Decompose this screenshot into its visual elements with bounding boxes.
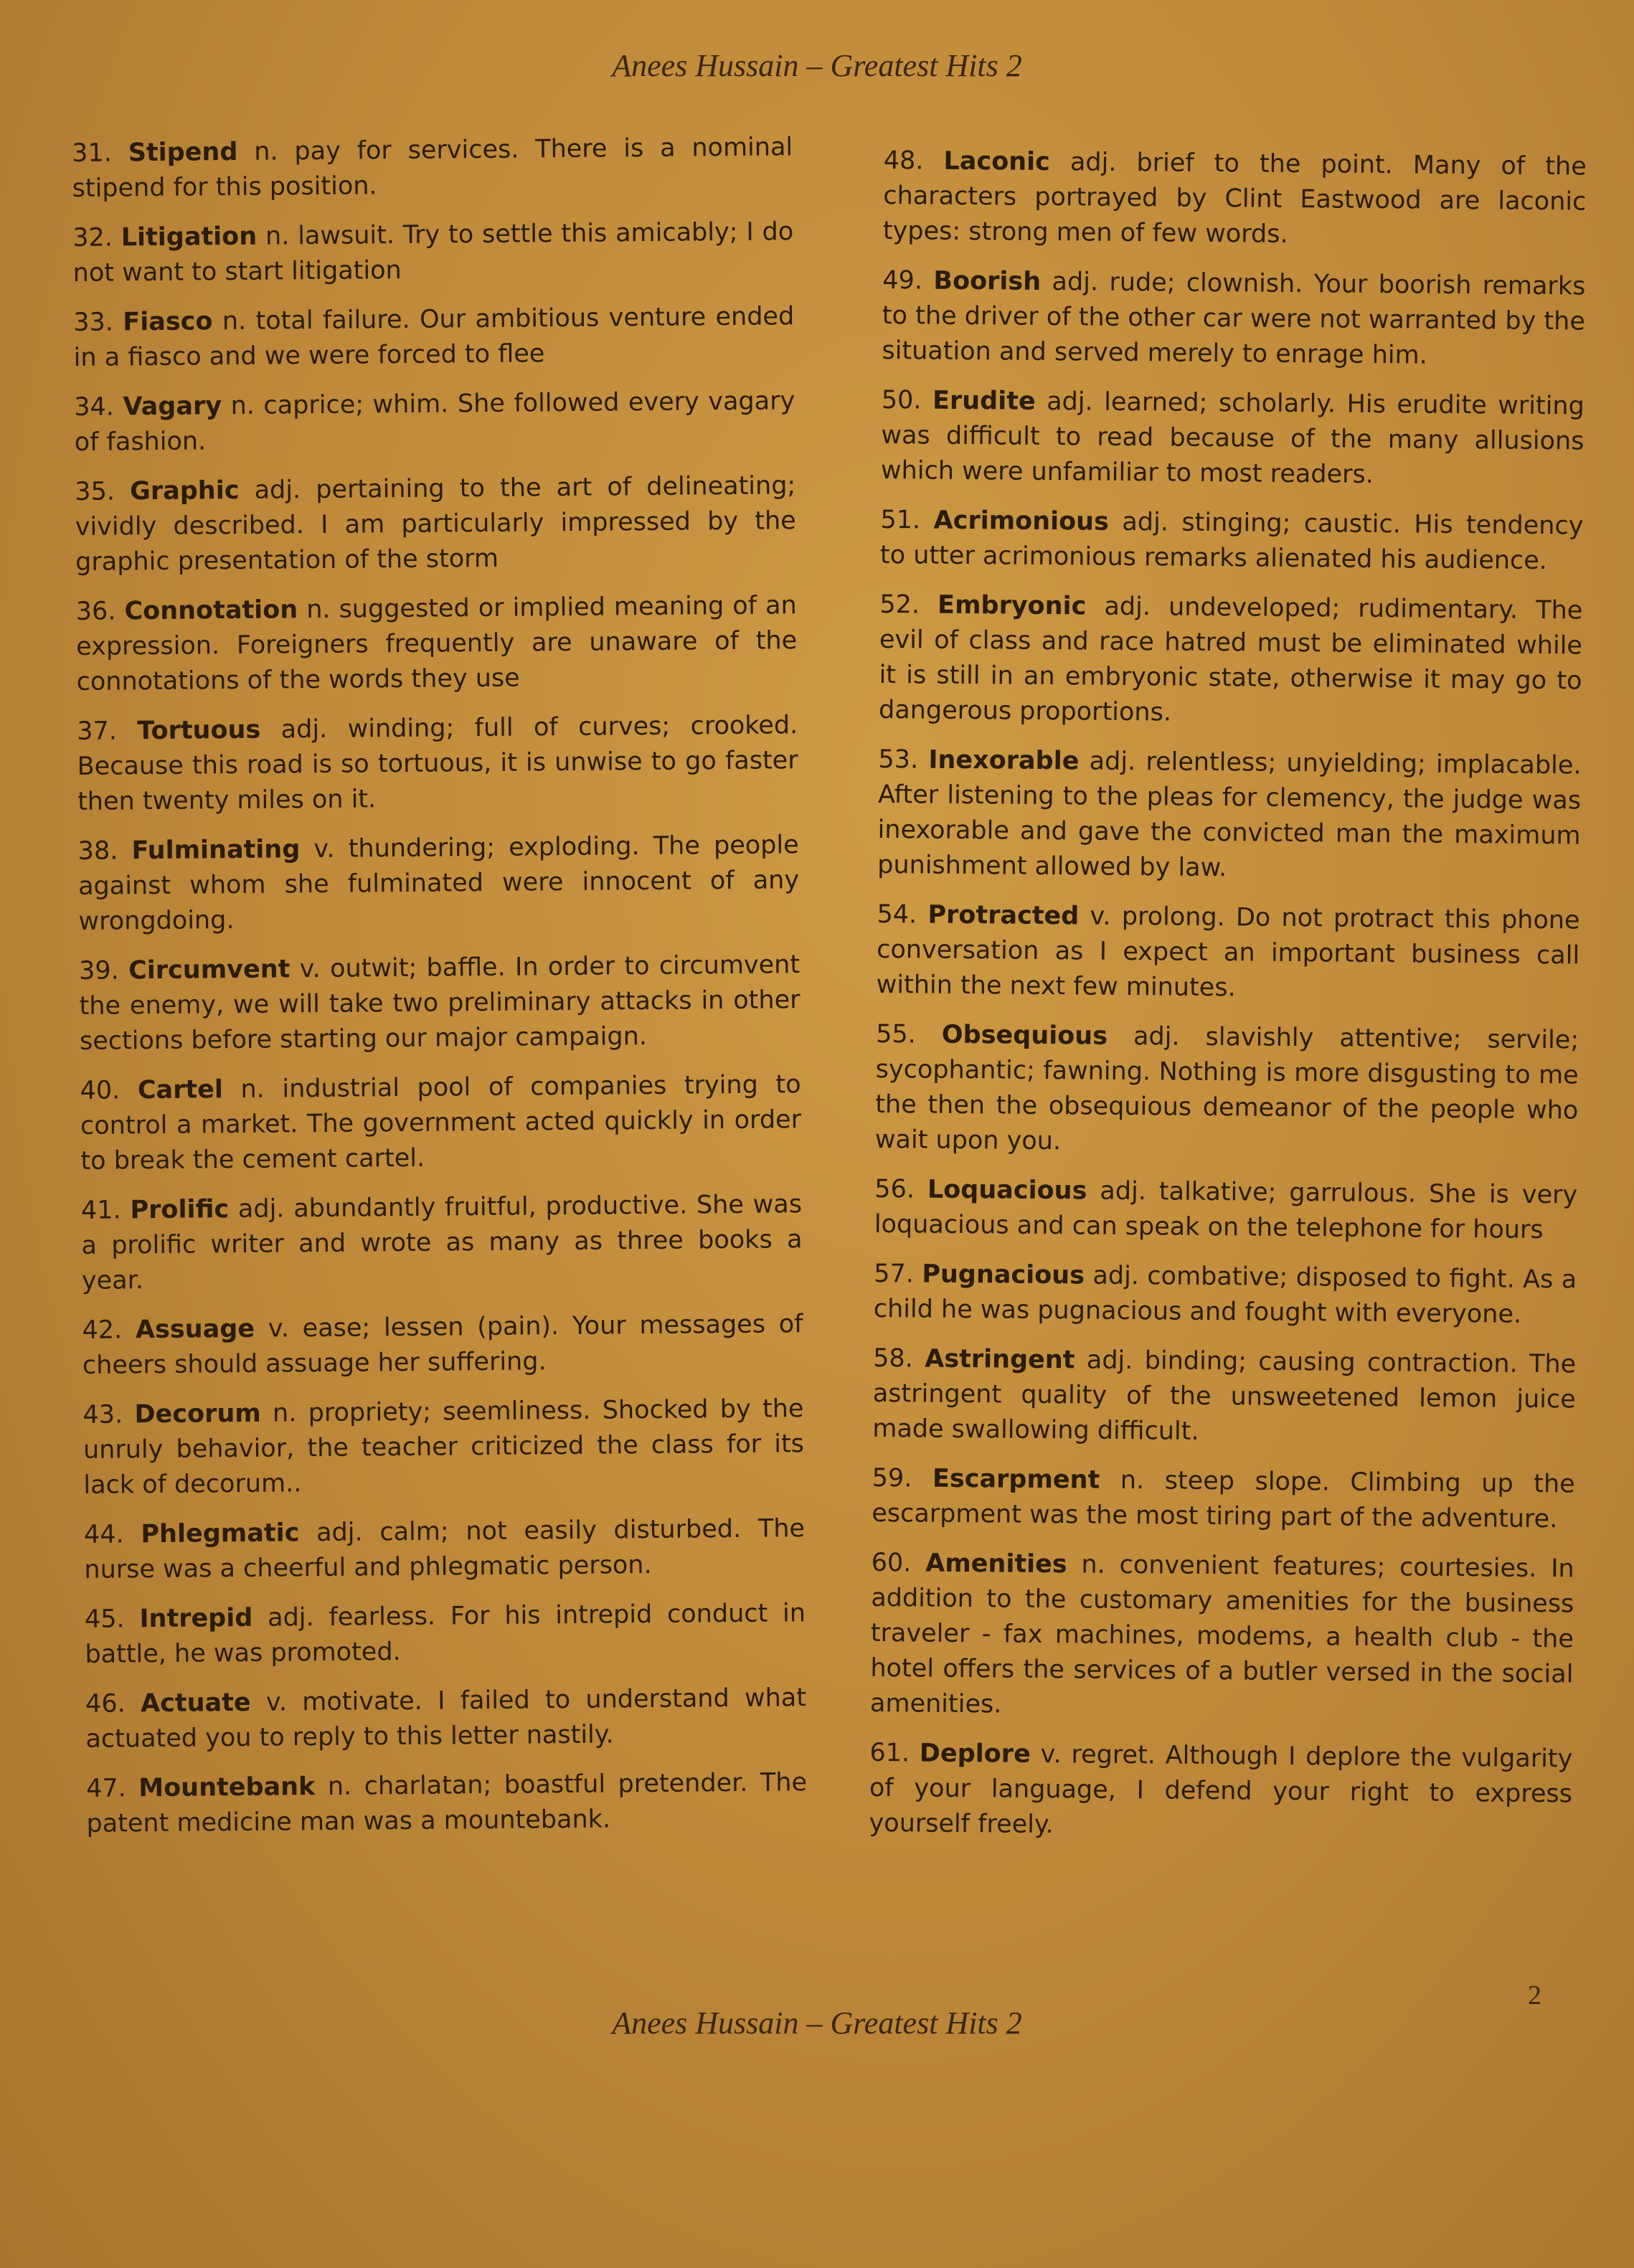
entry-number: 48. — [883, 146, 924, 176]
entry-definition: steep slope. Climbing up the escarpment was the most tiring part of the adventure. — [872, 1466, 1575, 1534]
entry-word: Phlegmatic — [141, 1518, 300, 1549]
entry-word: Amenities — [925, 1549, 1067, 1579]
entry-part-of-speech: adj. — [1047, 387, 1093, 417]
entry-definition: rude; clownish. Your boorish remarks to the driver of the other car were not warranted by the situation and served merely to enrage him. — [882, 268, 1586, 370]
entry-number: 31. — [72, 138, 113, 168]
entry-part-of-speech: v. — [268, 1314, 290, 1343]
entry-definition: thundering; exploding. The people against whom she fulminated were innocent of any wrongdoing. — [77, 831, 800, 936]
entry-part-of-speech: n. — [1120, 1465, 1145, 1496]
vocab-entry — [85, 1681, 807, 1757]
entry-word: Boorish — [933, 266, 1042, 296]
vocab-entry — [77, 828, 799, 940]
entry-number: 56. — [874, 1174, 915, 1204]
entry-number: 42. — [82, 1315, 123, 1345]
entry-word: Circumvent — [128, 955, 291, 986]
vocab-entry — [877, 897, 1580, 1009]
entry-part-of-speech: adj. — [254, 476, 301, 505]
entry-number: 34. — [74, 392, 115, 422]
entry-word: Stipend — [128, 137, 238, 168]
entry-word: Laconic — [943, 146, 1051, 177]
entry-number: 60. — [871, 1548, 912, 1578]
entry-word: Prolific — [130, 1195, 230, 1225]
entry-part-of-speech: adj. — [1052, 268, 1099, 297]
entry-word: Protracted — [927, 900, 1080, 931]
vocab-entry — [872, 1341, 1576, 1453]
entry-definition: brief to the point. Many of the characters portrayed by Clint Eastwood are laconic types: strong men of few words. — [882, 148, 1587, 249]
entry-number: 61. — [869, 1738, 910, 1768]
entry-number: 35. — [75, 477, 115, 506]
vocab-entry — [86, 1765, 808, 1842]
entry-definition: abundantly fruitful, productive. She was a prolific writer and wrote as many as three books a year. — [81, 1190, 803, 1295]
entry-number: 46. — [85, 1689, 126, 1719]
entry-word: Loquacious — [927, 1175, 1087, 1206]
vocab-entry — [872, 1461, 1575, 1538]
vocab-entry — [82, 1307, 803, 1384]
vocab-entry — [84, 1511, 806, 1588]
entry-part-of-speech: v. — [313, 834, 335, 864]
entry-number: 57. — [874, 1259, 915, 1289]
entry-number: 39. — [78, 956, 120, 986]
entry-part-of-speech: adj. — [1104, 592, 1151, 622]
entry-part-of-speech: adj. — [1069, 148, 1117, 177]
entry-definition: convenient features; courtesies. In addition to the customary amenities for the business traveler - fax machines, modems, a health club - the hotel offers the services of a butler versed in the social amenities. — [869, 1550, 1574, 1719]
entry-part-of-speech: v. — [1040, 1739, 1062, 1769]
entry-definition: caprice; whim. She followed every vagary of fashion. — [74, 387, 795, 457]
entry-definition: winding; full of curves; crooked. Because this road is so tortuous, it is unwise to go faster then twenty miles on it. — [77, 711, 798, 816]
vocab-entry — [881, 383, 1585, 495]
entry-number: 43. — [82, 1400, 123, 1430]
entry-number: 41. — [80, 1196, 121, 1225]
entry-word: Erudite — [932, 386, 1036, 416]
entry-word: Acrimonious — [933, 506, 1110, 537]
entry-part-of-speech: n. — [254, 137, 278, 166]
page-header: Anees Hussain – Greatest Hits 2 — [612, 48, 1022, 83]
vocab-entry — [72, 214, 794, 291]
vocab-entry — [85, 1596, 806, 1673]
vocab-entry — [877, 742, 1582, 889]
entry-word: Decorum — [134, 1399, 261, 1430]
entry-number: 53. — [878, 745, 919, 775]
vocab-entry — [80, 1067, 801, 1179]
entry-part-of-speech: v. — [299, 955, 321, 984]
entry-word: Tortuous — [137, 715, 261, 746]
entry-part-of-speech: adj. — [1100, 1176, 1147, 1206]
vocab-entry — [77, 708, 798, 820]
page-number: 2 — [1528, 1980, 1541, 2011]
entry-word: Pugnacious — [922, 1260, 1085, 1290]
vocab-entry — [875, 1017, 1579, 1164]
entry-word: Fiasco — [123, 307, 213, 337]
entry-part-of-speech: n. — [222, 306, 247, 336]
entry-number: 38. — [77, 836, 118, 866]
entry-number: 51. — [880, 505, 921, 535]
entry-part-of-speech: adj. — [316, 1518, 363, 1548]
entry-definition: pay for services. There is a nominal stipend for this position. — [72, 133, 793, 203]
entry-number: 37. — [77, 717, 118, 746]
entry-number: 47. — [85, 1774, 126, 1803]
entry-word: Embryonic — [937, 590, 1087, 621]
entry-number: 49. — [882, 265, 923, 296]
entry-part-of-speech: n. — [306, 595, 331, 625]
entry-part-of-speech: adj. — [1089, 747, 1136, 777]
entry-number: 44. — [83, 1520, 124, 1549]
entry-definition: lawsuit. Try to settle this amicably; I do not want to start litigation — [72, 217, 794, 288]
entry-definition: prolong. Do not protract this phone conversation as I expect an important business call within the next few minutes. — [876, 902, 1580, 1003]
entry-part-of-speech: n. — [1081, 1550, 1106, 1579]
entry-number: 58. — [873, 1343, 914, 1374]
entry-definition: slavishly attentive; servile; sycophantic; fawning. Nothing is more disgusting to me the then the obsequious demeanor of the people who wait upon you. — [874, 1022, 1579, 1156]
entry-word: Fulminating — [131, 835, 301, 866]
entry-word: Actuate — [140, 1688, 251, 1719]
vocab-entry — [81, 1187, 803, 1299]
entry-part-of-speech: adj. — [1133, 1022, 1180, 1052]
entry-definition: learned; scholarly. His erudite writing was difficult to read because of the many allusions which were unfamiliar to most readers. — [880, 387, 1585, 489]
entry-definition: regret. Although I deplore the vulgarity of your language, I defend your right to express yourself freely. — [869, 1740, 1573, 1840]
entry-part-of-speech: n. — [327, 1772, 352, 1801]
entry-definition: charlatan; boastful pretender. The patent medicine man was a mountebank. — [86, 1768, 808, 1838]
entry-word: Litigation — [121, 222, 258, 252]
entry-part-of-speech: v. — [265, 1688, 288, 1717]
vocab-entry — [72, 130, 793, 207]
right-column — [869, 143, 1587, 1861]
vocab-entry — [874, 1257, 1577, 1333]
vocab-entry — [82, 1391, 804, 1503]
entry-definition: calm; not easily disturbed. The nurse was a cheerful and phlegmatic person. — [84, 1514, 806, 1584]
entry-part-of-speech: adj. — [1122, 507, 1169, 537]
entry-number: 54. — [877, 899, 917, 930]
vocab-entry — [79, 948, 801, 1059]
vocab-entry — [73, 299, 795, 376]
page-footer: Anees Hussain – Greatest Hits 2 — [612, 2005, 1022, 2041]
entry-part-of-speech: adj. — [237, 1194, 285, 1224]
entry-definition: total failure. Our ambitious venture ended in a fiasco and we were forced to flee — [73, 302, 795, 372]
entry-definition: pertaining to the art of delineating; vividly described. I am particularly impressed by the graphic presentation of the storm — [75, 471, 796, 577]
entry-word: Mountebank — [138, 1772, 316, 1803]
entry-number: 45. — [84, 1605, 125, 1634]
entry-word: Obsequious — [941, 1020, 1108, 1051]
entry-definition: propriety; seemliness. Shocked by the unruly behavior, the teacher criticized the class for its lack of decorum.. — [82, 1394, 805, 1500]
vocab-entry — [883, 143, 1587, 255]
entry-definition: binding; causing contraction. The astringent quality of the unsweetened lemon juice made swallowing difficult. — [872, 1346, 1577, 1446]
entry-part-of-speech: n. — [272, 1399, 297, 1428]
entry-definition: combative; disposed to fight. As a child he was pugnacious and fought with everyone. — [873, 1262, 1577, 1329]
left-column — [72, 130, 808, 1856]
entry-word: Graphic — [129, 476, 240, 506]
entry-word: Connotation — [124, 595, 298, 626]
entry-part-of-speech: adj. — [280, 714, 328, 745]
entry-part-of-speech: n. — [265, 222, 290, 251]
entry-number: 52. — [879, 590, 920, 620]
entry-definition: fearless. For his intrepid conduct in battle, he was promoted. — [85, 1599, 806, 1669]
entry-number: 40. — [80, 1076, 121, 1105]
entry-part-of-speech: adj. — [267, 1603, 314, 1633]
entry-word: Inexorable — [928, 745, 1080, 776]
vocab-entry — [870, 1546, 1574, 1728]
entry-number: 36. — [75, 597, 116, 626]
entry-word: Intrepid — [139, 1603, 253, 1634]
entry-definition: talkative; garrulous. She is very loquacious and can speak on the telephone for hours — [874, 1177, 1578, 1245]
entry-number: 33. — [73, 308, 114, 337]
entry-definition: industrial pool of companies trying to control a market. The government acted quickly in order to break the cement cartel. — [80, 1070, 802, 1176]
entry-word: Astringent — [925, 1344, 1075, 1375]
entry-word: Vagary — [123, 392, 222, 422]
vocab-entry — [879, 587, 1583, 734]
vocab-entry — [869, 1736, 1572, 1848]
entry-definition: motivate. I failed to understand what actuated you to reply to this letter nastily. — [85, 1683, 807, 1754]
entry-definition: relentless; unyielding; implacable. After listening to the pleas for clemency, the judge was inexorable and gave the convicted man the maximum punishment allowed by law. — [877, 747, 1582, 883]
entry-part-of-speech: adj. — [1086, 1346, 1133, 1376]
vocab-entry — [74, 384, 795, 460]
entry-number: 59. — [872, 1463, 912, 1493]
entry-definition: undeveloped; rudimentary. The evil of class and race hatred must be eliminated while it is still in an embryonic state, otherwise it may go to dangerous proportions. — [878, 592, 1583, 727]
vocab-entry — [882, 263, 1585, 375]
entry-definition: stinging; caustic. His tendency to utter acrimonious remarks alienated his audience. — [879, 508, 1584, 576]
entry-part-of-speech: n. — [240, 1074, 265, 1104]
vocab-entry — [880, 503, 1584, 580]
entry-part-of-speech: n. — [230, 391, 255, 421]
vocab-entry — [76, 588, 798, 700]
vocab-entry — [75, 468, 796, 580]
entry-number: 55. — [875, 1019, 917, 1049]
entry-part-of-speech: v. — [1090, 902, 1111, 931]
entry-word: Cartel — [137, 1075, 224, 1105]
entry-number: 50. — [881, 385, 922, 415]
vocab-entry — [874, 1172, 1578, 1249]
entry-word: Assuage — [135, 1314, 255, 1345]
entry-number: 32. — [72, 223, 113, 252]
entry-definition: ease; lessen (pain). Your messages of cheers should assuage her suffering. — [82, 1310, 803, 1380]
entry-word: Deplore — [919, 1739, 1031, 1769]
entry-word: Escarpment — [932, 1464, 1100, 1495]
entry-definition: outwit; baffle. In order to circumvent the enemy, we will take two preliminary attacks in other sections before starting our major campaign. — [79, 950, 801, 1056]
entry-definition: suggested or implied meaning of an expression. Foreigners frequently are unaware of the connotations of the words they use — [76, 591, 798, 696]
entry-part-of-speech: adj. — [1092, 1261, 1140, 1291]
